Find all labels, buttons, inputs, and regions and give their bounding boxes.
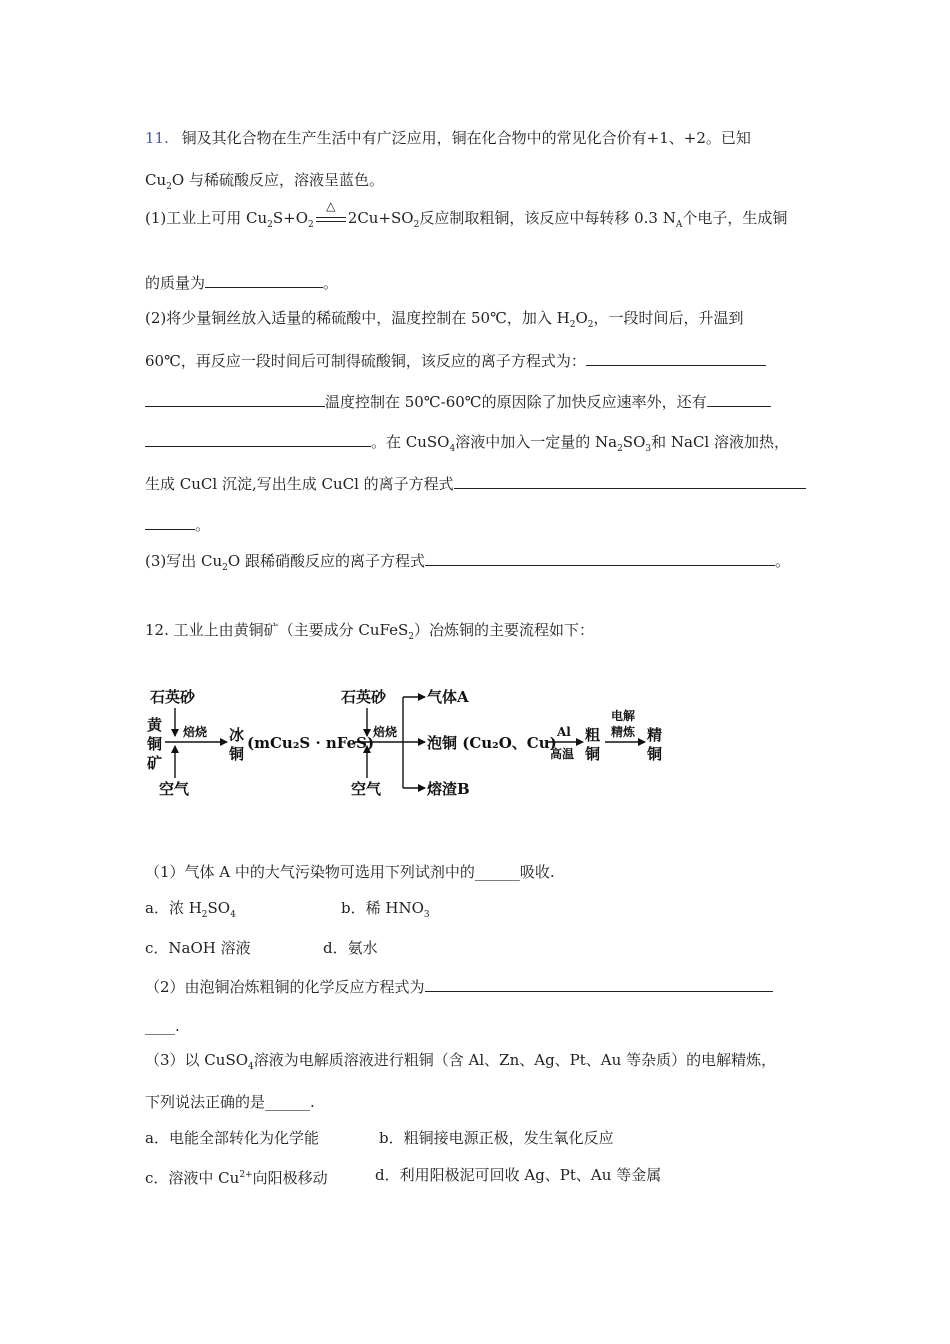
copper-smelting-flow-diagram: [145, 682, 675, 804]
ore-char-2: 铜: [147, 735, 163, 753]
q12-intro: 12. 工业上由黄铜矿（主要成分 CuFeS$_2$）冶炼铜的主要流程如下：: [145, 621, 595, 642]
option-3b[interactable]: b．粗铜接电源正极，发生氧化反应: [379, 1129, 614, 1147]
ice-char-2: 铜: [229, 745, 245, 763]
q11-part1-line1: (1)工业上可用 $Cu_2S+O_2$ △ $2Cu+SO_2$反应制取粗铜，该反应中每转移 0.3 $N_A$个电子，生成铜: [145, 199, 788, 230]
q12-sub2-cont: ____.: [145, 1017, 180, 1035]
q11-part2-line2: 60℃，再反应一段时间后可制得硫酸铜，该反应的离子方程式为：: [145, 349, 766, 371]
answer-blank-ionic-equation-1[interactable]: [586, 349, 766, 366]
answer-blank-cu2o-nitric[interactable]: [425, 549, 775, 566]
answer-blank-temperature-reason-cont[interactable]: [145, 430, 371, 447]
q11-part2-line5: 生成 CuCl 沉淀,写出生成 CuCl 的离子方程式: [145, 472, 806, 494]
q11-part2-line1: (2)将少量铜丝放入适量的稀硫酸中，温度控制在 50℃，加入 $H_2O_2$，一段时间后，升温到: [145, 309, 744, 330]
answer-blank-temperature-reason[interactable]: [707, 390, 771, 407]
air-1-label: 空气: [159, 780, 190, 798]
q11-part2-line3: 温度控制在 50℃-60℃的原因除了加快反应速率外，还有: [145, 390, 771, 412]
quartz-sand-2-label: 石英砂: [341, 688, 387, 706]
option-d[interactable]: d．氨水: [323, 939, 378, 957]
option-c[interactable]: c．NaOH 溶液: [145, 939, 251, 957]
roast-2-label: 焙烧: [373, 725, 398, 739]
ore-char-1: 黄: [147, 716, 163, 734]
option-b[interactable]: b．稀 $HNO_3$: [341, 899, 430, 920]
q11-number: 11.: [145, 129, 169, 147]
q11-intro-text: 铜及其化合物在生产生活中有广泛应用，铜在化合物中的常见化合价有+1、+2。已知: [181, 129, 751, 147]
reaction-condition-heat: △: [314, 208, 348, 228]
option-a[interactable]: a．浓 $H_2SO_4$: [145, 899, 236, 920]
q12-sub1-options-ab: [145, 898, 430, 925]
q12-sub2: （2）由泡铜冶炼粗铜的化学反应方程式为: [145, 975, 773, 997]
q12-sub3: （3）以 CuSO$_4$溶液为电解质溶液进行粗铜（含 Al、Zn、Ag、Pt、Au 等杂质）的电解精炼，: [145, 1051, 777, 1072]
slag-b-label: 熔渣B: [427, 780, 470, 798]
q11-part2-line6: 。: [145, 513, 210, 535]
q11-part3: (3)写出 $Cu_2O$ 跟稀硝酸反应的离子方程式 。: [145, 549, 790, 578]
q11-part1-line2: 的质量为 。: [145, 271, 338, 293]
q11-intro-line2: $Cu_2O$ 与稀硫酸反应，溶液呈蓝色。: [145, 171, 384, 192]
answer-blank-smelting-equation[interactable]: [425, 975, 773, 992]
equals-arrow: [316, 217, 346, 222]
q12-sub3-line2: 下列说法正确的是______.: [145, 1093, 315, 1111]
answer-blank-cucl-equation[interactable]: [454, 472, 806, 489]
al-label: Al: [557, 725, 571, 739]
blister-copper-label: 泡铜 (Cu₂O、Cu): [427, 734, 557, 752]
answer-blank-ionic-equation-1-cont[interactable]: [145, 390, 325, 407]
electro-label-1: 电解: [611, 709, 636, 723]
crude-char-1: 粗: [585, 726, 601, 744]
crude-char-2: 铜: [585, 745, 601, 763]
gas-a-label: 气体A: [427, 688, 469, 706]
q12-sub3-options-ab: [145, 1128, 614, 1148]
ice-char-1: 冰: [229, 726, 245, 744]
q11-intro-line1: [145, 128, 751, 148]
quartz-sand-1-label: 石英砂: [150, 688, 196, 706]
q12-sub1-options-cd: [145, 938, 378, 958]
answer-blank-copper-mass[interactable]: [205, 271, 323, 288]
q12-sub1: （1）气体 A 中的大气污染物可选用下列试剂中的______吸收.: [145, 863, 555, 881]
ore-char-3: 矿: [147, 754, 163, 772]
matte-formula: (mCu₂S · nFeS): [247, 734, 375, 752]
roast-1-label: 焙烧: [183, 725, 208, 739]
answer-blank-cucl-equation-cont[interactable]: [145, 513, 195, 530]
option-3a[interactable]: a．电能全部转化为化学能: [145, 1129, 319, 1147]
q12-sub3-options-cd: [145, 1165, 662, 1188]
electro-label-2: 精炼: [611, 725, 636, 739]
option-3c[interactable]: c．溶液中 $Cu^{2+}$向阳极移动: [145, 1169, 328, 1187]
refined-char-1: 精: [647, 726, 663, 744]
air-2-label: 空气: [351, 780, 382, 798]
q11-part2-line4: 。在 CuSO$_4$溶液中加入一定量的 $Na_2SO_3$和 NaCl 溶液加热，: [145, 430, 789, 459]
high-temp-label: 高温: [550, 747, 575, 761]
refined-char-2: 铜: [647, 745, 663, 763]
option-3d[interactable]: d．利用阳极泥可回收 Ag、Pt、Au 等金属: [375, 1166, 662, 1184]
